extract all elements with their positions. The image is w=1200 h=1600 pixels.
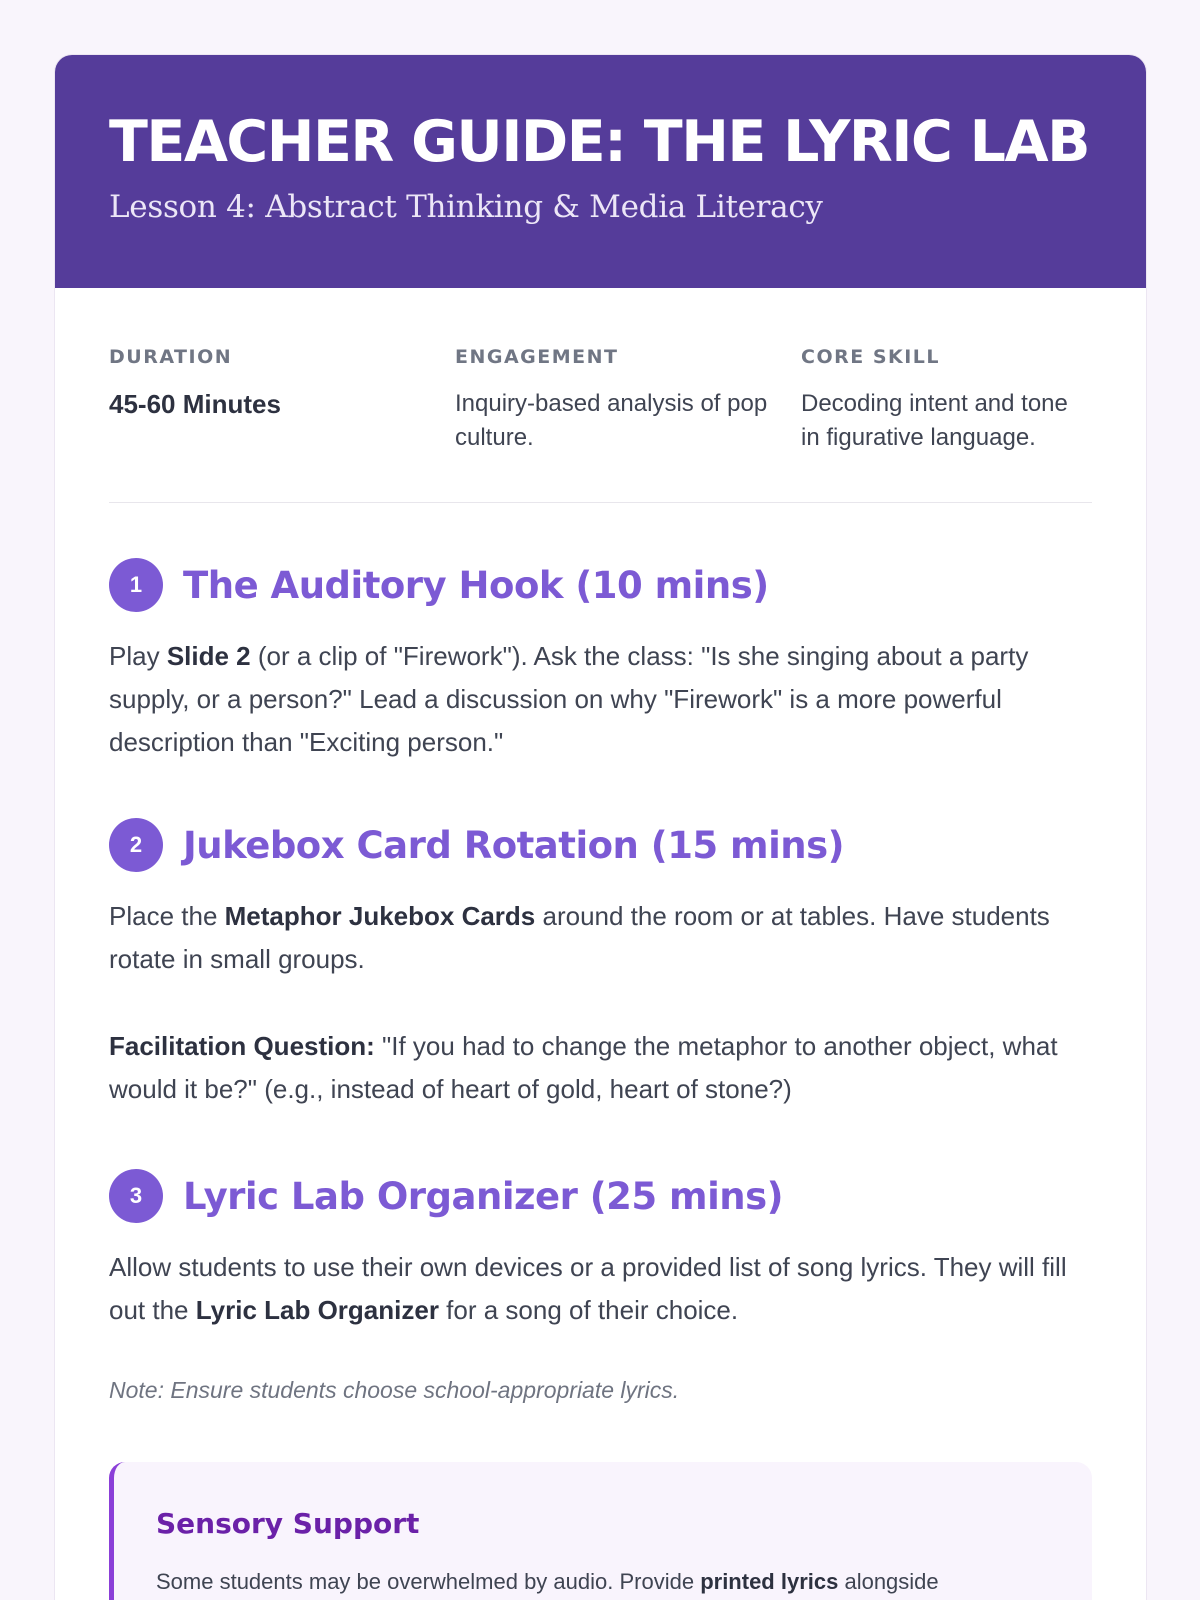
page-title: TEACHER GUIDE: THE LYRIC LAB (109, 109, 1090, 175)
facilitation-question (109, 1025, 1092, 1111)
section-heading (109, 557, 1092, 613)
text-run: "If you had to change the metaphor to another object, what would it be?" (e.g., instead of heart of gold, heart of stone?) (109, 1031, 1058, 1104)
meta-core-skill (801, 345, 1081, 502)
section-title: Jukebox Card Rotation (15 mins) (183, 823, 845, 867)
sensory-support-callout (109, 1462, 1092, 1600)
guide-body (55, 288, 1146, 1600)
callout-text (156, 1564, 1046, 1600)
meta-engagement (455, 345, 801, 502)
bold-text: Lyric Lab Organizer (195, 1295, 439, 1325)
step-number-badge: 1 (109, 558, 163, 612)
meta-value: Decoding intent and tone in figurative language. (801, 390, 1068, 451)
section-heading (109, 817, 1092, 873)
meta-duration (109, 345, 455, 502)
text-run: for a song of their choice. (438, 1295, 739, 1325)
section-note: Note: Ensure students choose school-appropriate lyrics. (109, 1377, 680, 1403)
section-paragraph (109, 895, 1092, 981)
meta-label: CORE SKILL (801, 346, 941, 368)
bold-text: Facilitation Question: (109, 1031, 375, 1061)
bold-text: printed lyrics (700, 1569, 839, 1594)
section-jukebox-rotation (109, 817, 1092, 1111)
teacher-guide-card (54, 54, 1147, 1600)
step-number-badge: 3 (109, 1169, 163, 1223)
meta-label: ENGAGEMENT (455, 346, 619, 368)
callout-title: Sensory Support (156, 1507, 420, 1540)
text-run: around the room or at tables. Have students rotate in small groups. (109, 901, 1050, 974)
meta-label: DURATION (109, 346, 233, 368)
guide-header (55, 55, 1146, 288)
bold-text: Metaphor Jukebox Cards (224, 901, 536, 931)
section-title: Lyric Lab Organizer (25 mins) (183, 1174, 784, 1218)
section-lyric-organizer (109, 1168, 1092, 1406)
text-run: Play (109, 641, 167, 671)
section-auditory-hook (109, 557, 1092, 764)
section-title: The Auditory Hook (10 mins) (183, 563, 769, 607)
text-run: (or a clip of "Firework"). Ask the class: "Is she singing about a party supply, or a person?" Lead a discussion on why "Firework" is a more powerful description than "Exciting person." (109, 641, 1029, 757)
page-subtitle: Lesson 4: Abstract Thinking & Media Literacy (109, 189, 823, 225)
text-run: Place the (109, 901, 225, 931)
bold-text: Slide 2 (166, 641, 251, 671)
section-heading (109, 1168, 1092, 1224)
lesson-meta (109, 288, 1092, 503)
meta-value: 45-60 Minutes (109, 389, 281, 419)
meta-value: Inquiry-based analysis of pop culture. (455, 390, 768, 451)
section-paragraph (109, 1246, 1092, 1332)
step-number-badge: 2 (109, 818, 163, 872)
section-paragraph (109, 635, 1092, 764)
text-run: alongside (838, 1569, 939, 1594)
text-run: Some students may be overwhelmed by audio. Provide (156, 1569, 701, 1594)
text-run: Allow students to use their own devices or a provided list of song lyrics. They will fill out the (109, 1252, 1067, 1325)
